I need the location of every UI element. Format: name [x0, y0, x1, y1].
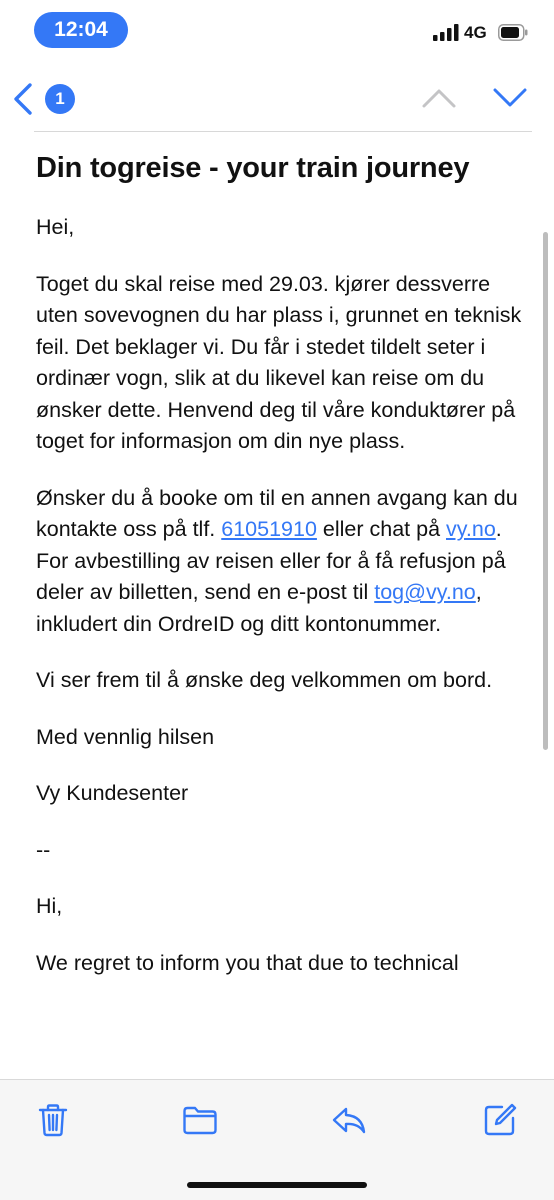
status-time[interactable]: 12:04: [34, 12, 128, 48]
paragraph-english: We regret to inform you that due to technical: [36, 950, 459, 975]
bottom-toolbar: [0, 1079, 554, 1200]
chevron-down-icon[interactable]: [492, 87, 528, 109]
email-content[interactable]: [36, 148, 526, 1004]
paragraph-cancellation: Toget du skal reise med 29.03. kjører dessverre uten sovevognen du har plass i, grunnet en teknisk feil. Det beklager vi. Du får i stedet tildelt seter i ordinær vogn, slik at du likevel kan reise om du ønsker dette. Henvend deg til våre konduktører på toget for informasjon om din nye plass.: [36, 271, 522, 453]
greeting-norwegian: Hei,: [36, 215, 75, 239]
email-body: [36, 212, 526, 979]
chevron-up-icon[interactable]: [421, 87, 457, 109]
status-bar: [0, 0, 554, 60]
phone-link[interactable]: 61051910: [221, 517, 317, 541]
contact-text-2: eller chat på: [316, 517, 446, 541]
network-type: 4G: [464, 23, 487, 42]
paragraph-welcome: Vi ser frem til å ønske deg velkommen om bord.: [36, 668, 493, 692]
website-link[interactable]: vy.no: [446, 517, 496, 541]
chevron-left-icon[interactable]: [12, 82, 34, 116]
header-divider: [34, 131, 532, 132]
nav-bar: [0, 60, 554, 130]
compose-icon[interactable]: [482, 1102, 518, 1138]
paragraph-contact: [36, 483, 526, 641]
scroll-indicator[interactable]: [543, 232, 548, 750]
greeting-english: Hi,: [36, 894, 63, 918]
reply-icon[interactable]: [331, 1102, 367, 1138]
unread-count-badge[interactable]: 1: [45, 84, 75, 114]
separator: --: [36, 837, 51, 862]
signal-icon: [433, 24, 459, 41]
signature: Vy Kundesenter: [36, 781, 189, 805]
battery-icon: [498, 24, 528, 41]
folder-icon[interactable]: [182, 1102, 218, 1138]
closing: Med vennlig hilsen: [36, 724, 215, 749]
contact-text-4: , inkludert din OrdreID og ditt kontonummer.: [36, 580, 482, 636]
email-link[interactable]: tog@vy.no: [374, 580, 476, 604]
home-indicator[interactable]: [187, 1182, 367, 1188]
contact-text-1: Ønsker du å booke om til en annen avgang kan du kontakte oss på tlf.: [36, 485, 518, 541]
email-subject: Din togreise - your train journey: [36, 152, 470, 184]
trash-icon[interactable]: [35, 1102, 71, 1138]
contact-text-3: . For avbestilling av reisen eller for å få refusjon på deler av billetten, send en e-post til: [36, 517, 506, 604]
